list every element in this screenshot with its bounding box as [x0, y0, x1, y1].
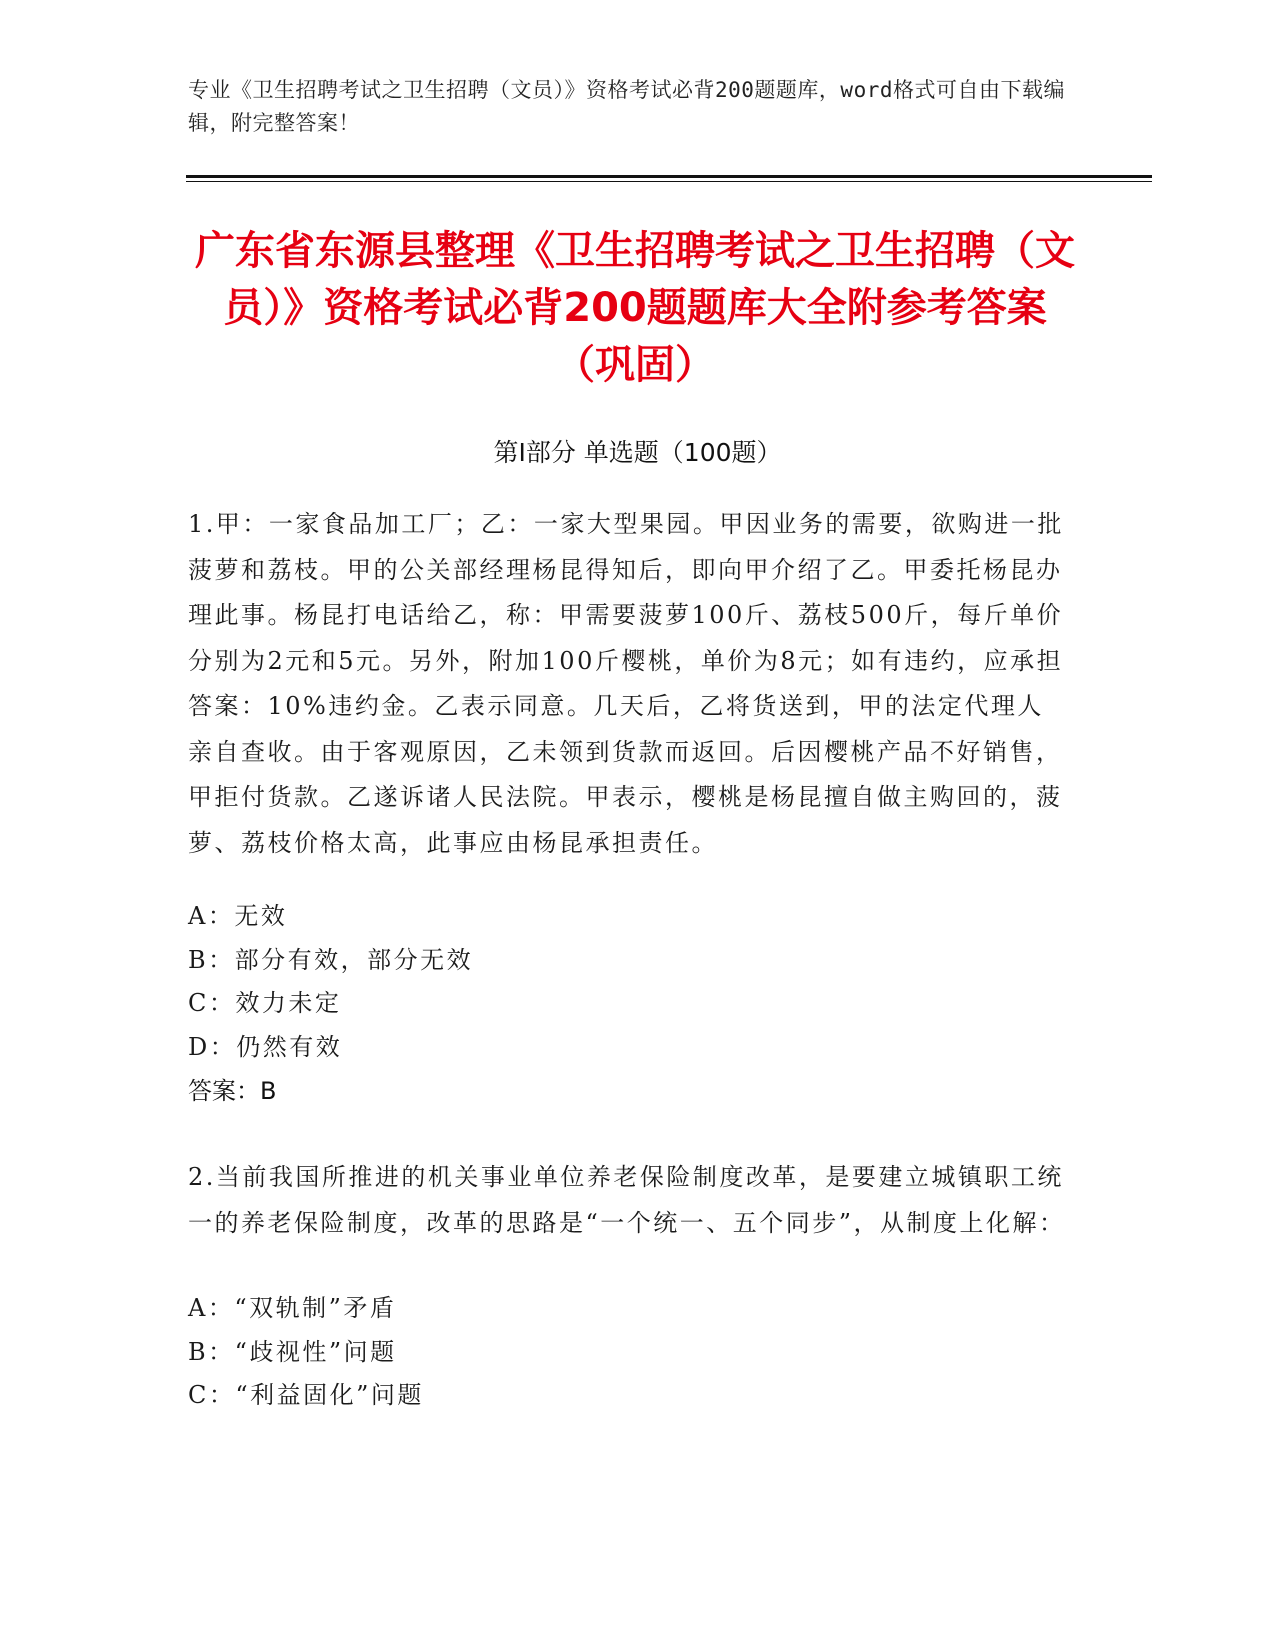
option-c[interactable]: C：“利益固化”问题 — [188, 1381, 424, 1409]
section-title: 第I部分 单选题（100题） — [493, 438, 782, 467]
option-b[interactable]: B：“歧视性”问题 — [188, 1338, 397, 1366]
answer-label: 答案：B — [188, 1077, 277, 1105]
document-title: 广东省东源县整理《卫生招聘考试之卫生招聘（文员）》资格考试必背200题题库大全附参考答案（巩固） — [195, 228, 1075, 388]
header-note: 专业《卫生招聘考试之卫生招聘（文员）》资格考试必背200题题库，word格式可自由下载编辑，附完整答案！ — [188, 78, 1065, 135]
option-a[interactable]: A：“双轨制”矛盾 — [188, 1294, 397, 1322]
option-b[interactable]: B：部分有效，部分无效 — [188, 946, 474, 974]
option-a[interactable]: A：无效 — [188, 902, 288, 930]
header-divider-thick — [186, 175, 1152, 178]
question-stem: 2.当前我国所推进的机关事业单位养老保险制度改革，是要建立城镇职工统一的养老保险制度，改革的思路是“一个统一、五个同步”，从制度上化解： — [188, 1163, 1066, 1237]
question-stem: 1.甲：一家食品加工厂；乙：一家大型果园。甲因业务的需要，欲购进一批菠萝和荔枝。甲的公关部经理杨昆得知后，即向甲介绍了乙。甲委托杨昆办理此事。杨昆打电话给乙，称：甲需要菠萝100斤、荔枝500斤，每斤单价分别为2元和5元。另外，附加100斤樱桃，单价为8元；如有违约，应承担答案：10%违约金。乙表示同意。几天后，乙将货送到，甲的法定代理人亲自查收。由于客观原因，乙未领到货款而返回。后因樱桃产品不好销售，甲拒付货款。乙遂诉诸人民法院。甲表示，樱桃是杨昆擅自做主购回的，菠萝、荔枝价格太高，此事应由杨昆承担责任。 — [188, 510, 1064, 857]
header-divider-thin — [186, 181, 1152, 182]
option-d[interactable]: D：仍然有效 — [188, 1033, 343, 1061]
option-c[interactable]: C：效力未定 — [188, 989, 342, 1017]
